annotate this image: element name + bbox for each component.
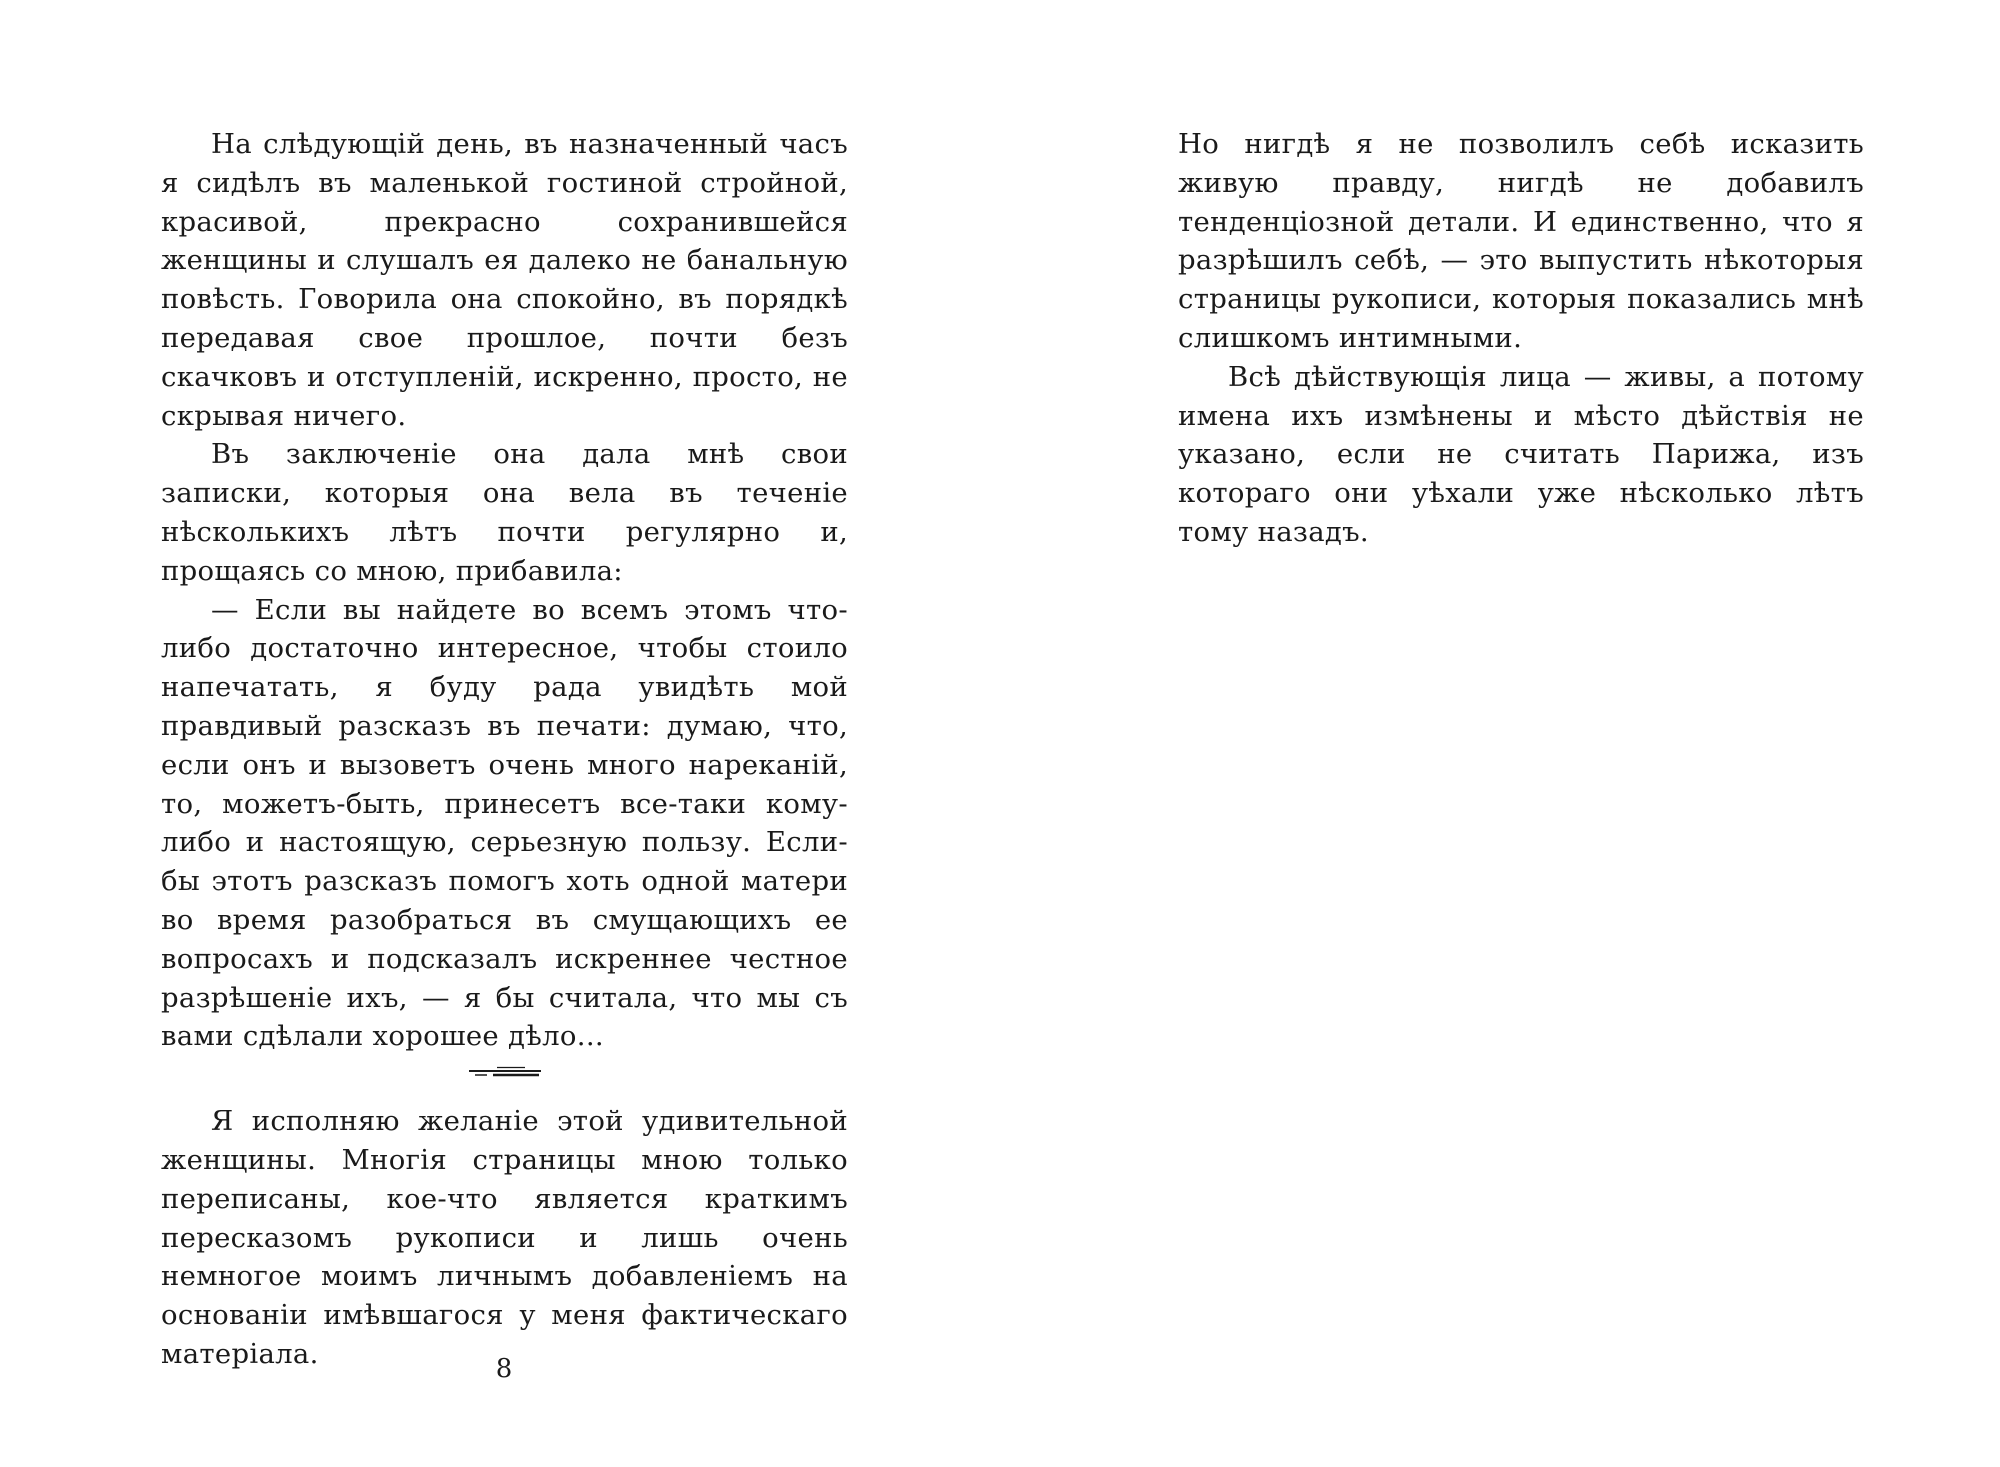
right-page-text bbox=[1178, 125, 1864, 552]
section-divider-ornament bbox=[467, 1066, 543, 1080]
paragraph: Всѣ дѣйствующія лица — живы, а потому имена ихъ измѣнены и мѣсто дѣйствія не указано, если не считать Парижа, изъ котораго они уѣхали уже нѣсколько лѣтъ тому назадъ. bbox=[1178, 360, 1864, 548]
left-page-text bbox=[161, 125, 848, 1374]
right-page bbox=[1000, 0, 2000, 1467]
paragraph: Но нигдѣ я не позволилъ себѣ исказить живую правду, нигдѣ не добавилъ тенденціозной детали. И единственно, что я разрѣшилъ себѣ, — это выпустить нѣкоторыя страницы рукописи, которыя показались мнѣ слишкомъ интимными. bbox=[1178, 128, 1864, 354]
page-number: 8 bbox=[495, 1354, 513, 1384]
paragraph: Въ заключеніе она дала мнѣ свои записки, которыя она вела въ теченіе нѣсколькихъ лѣтъ почти регулярно и, прощаясь со мною, прибавила: bbox=[161, 438, 848, 587]
paragraph: — Если вы найдете во всемъ этомъ что-либо достаточно интересное, чтобы стоило напечатать, я буду рада увидѣть мой правдивый разсказъ въ печати: думаю, что, если онъ и вызоветъ очень много нареканій, то, можетъ-быть, принесетъ все-таки кому-либо и настоящую, серьезную пользу. Если-бы этотъ разсказъ помогъ хоть одной матери во время разобраться въ смущающихъ ее вопросахъ и подсказалъ искреннее честное разрѣшеніе ихъ, — я бы считала, что мы съ вами сдѣлали хорошее дѣло... bbox=[161, 593, 848, 1053]
paragraph: Я исполняю желаніе этой удивительной женщины. Многія страницы мною только переписаны, кое-что является краткимъ пересказомъ рукописи и лишь очень немногое моимъ личнымъ добавленіемъ на основаніи имѣвшагося у меня фактическаго матеріала. bbox=[161, 1105, 848, 1370]
paragraph: На слѣдующій день, въ назначенный часъ я сидѣлъ въ маленькой гостиной стройной, красивой, прекрасно сохранившейся женщины и слушалъ ея далеко не банальную повѣсть. Говорила она спокойно, въ порядкѣ передавая свое прошлое, почти безъ скачковъ и отступленій, искренно, просто, не скрывая ничего. bbox=[161, 128, 848, 432]
